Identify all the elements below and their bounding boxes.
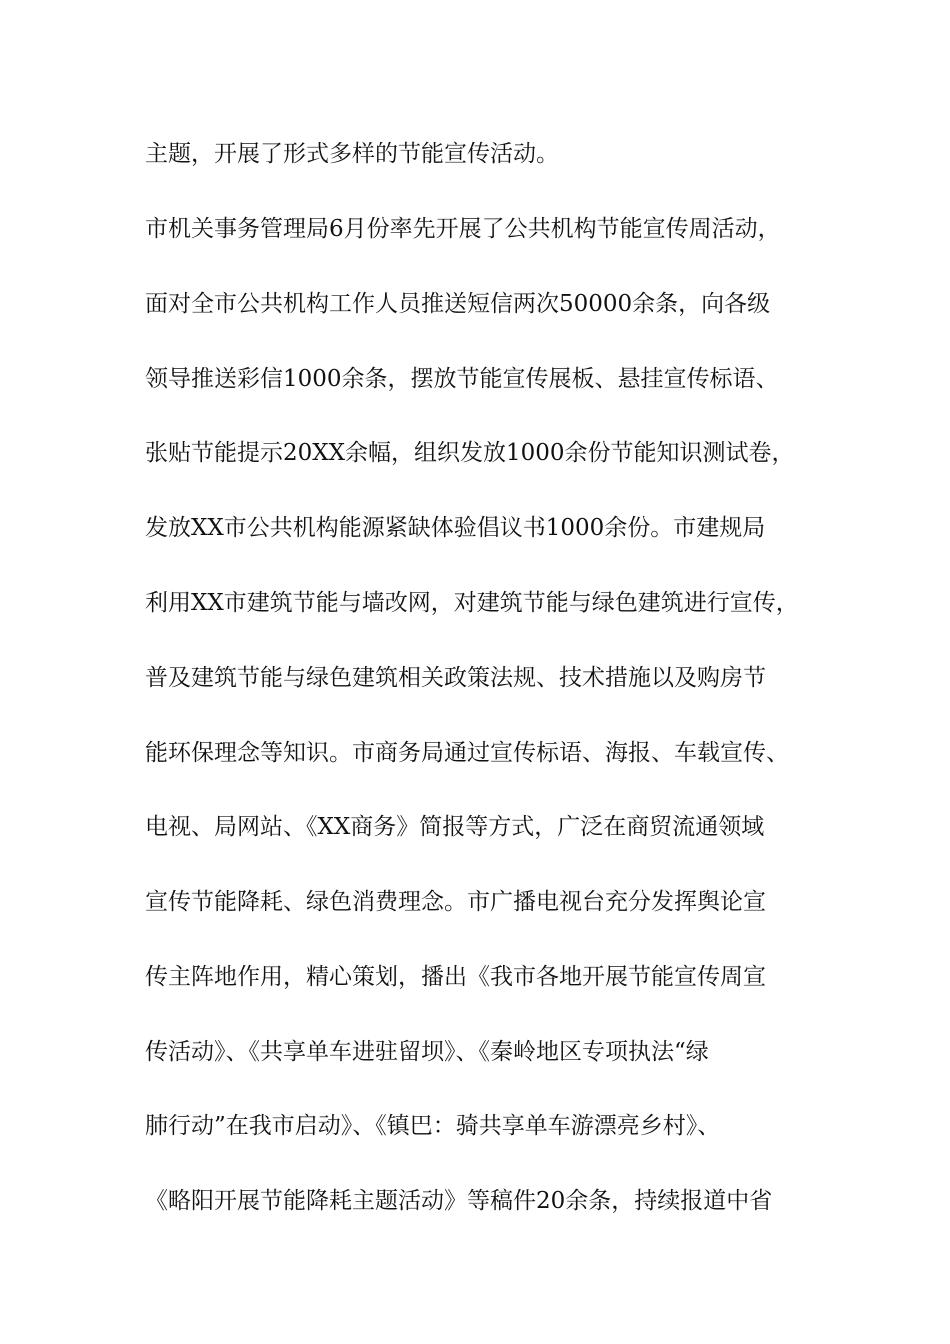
- text-line: 电视、局网站、《XX商务》简报等方式，广泛在商贸流通领域: [145, 814, 765, 840]
- text-line: 发放XX市公共机构能源紧缺体验倡议书1000余份。市建规局: [145, 515, 766, 541]
- text-line: 主题，开展了形式多样的节能宣传活动。: [145, 141, 559, 167]
- text-line: 市机关事务管理局6月份率先开展了公共机构节能宣传周活动，: [145, 216, 781, 242]
- text-line: 利用XX市建筑节能与墙改网，对建筑节能与绿色建筑进行宣传，: [145, 590, 799, 616]
- text-line: 普及建筑节能与绿色建筑相关政策法规、技术措施以及购房节: [145, 665, 766, 691]
- text-line: 传主阵地作用，精心策划，播出《我市各地开展节能宣传周宣: [145, 964, 766, 990]
- text-line: 《略阳开展节能降耗主题活动》等稿件20余条，持续报道中省: [145, 1188, 773, 1214]
- text-line: 能环保理念等知识。市商务局通过宣传标语、海报、车载宣传、: [145, 740, 789, 766]
- text-line: 面对全市公共机构工作人员推送短信两次50000余条，向各级: [145, 291, 771, 317]
- text-line: 传活动》、《共享单车进驻留坝》、《秦岭地区专项执法“绿: [145, 1039, 709, 1065]
- text-line: 张贴节能提示20XX余幅，组织发放1000余份节能知识测试卷，: [145, 440, 795, 466]
- text-line: 肺行动”在我市启动》、《镇巴：骑共享单车游漂亮乡村》、: [145, 1113, 721, 1139]
- text-line: 领导推送彩信1000余条，摆放节能宣传展板、悬挂宣传标语、: [145, 366, 779, 392]
- text-line: 宣传节能降耗、绿色消费理念。市广播电视台充分发挥舆论宣: [145, 889, 766, 915]
